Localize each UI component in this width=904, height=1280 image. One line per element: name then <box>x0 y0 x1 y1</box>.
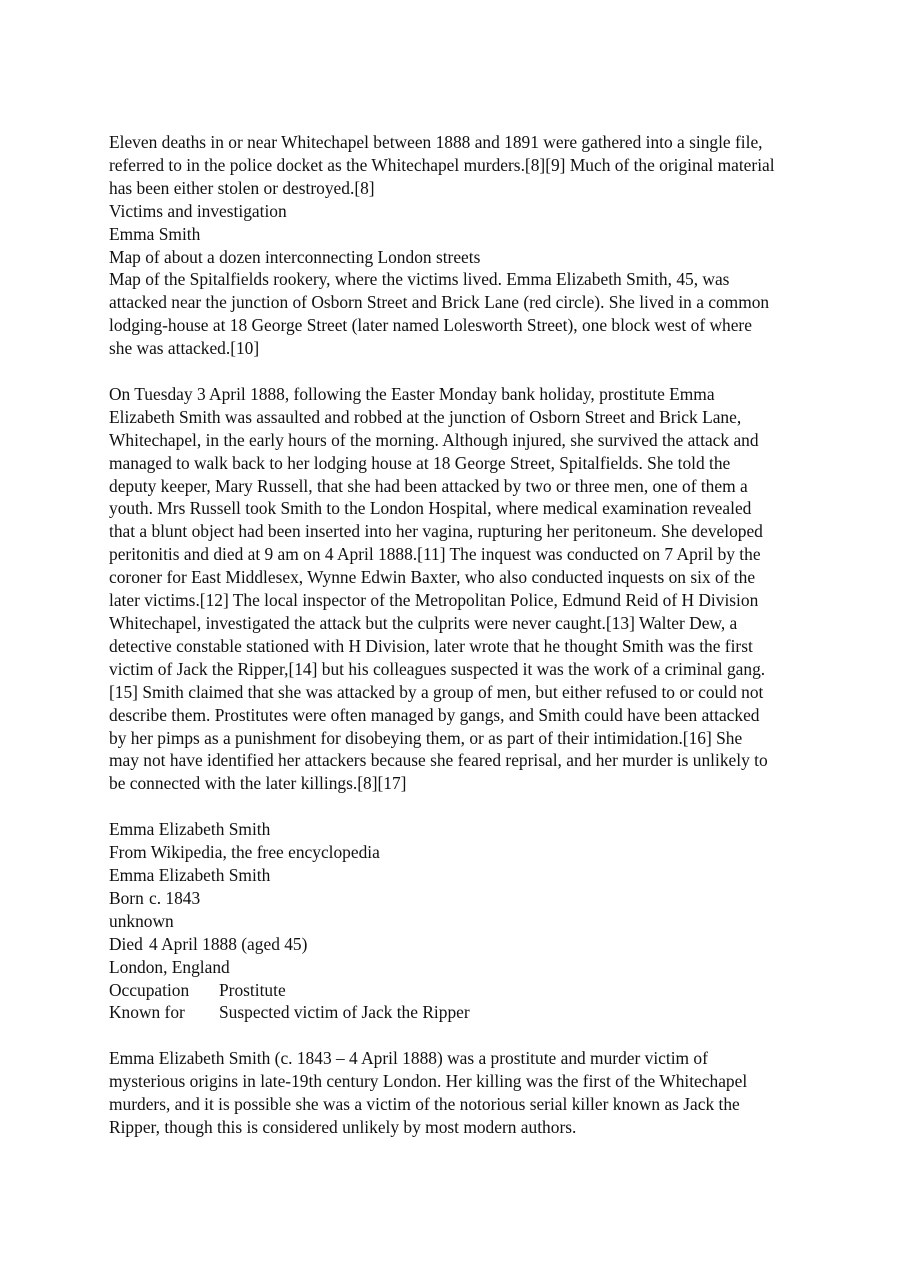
intro-line: referred to in the police docket as the Whitechapel murders.[8][9] Much of the original material <box>109 154 775 175</box>
caption-line: Map of the Spitalfields rookery, where the victims lived. Emma Elizabeth Smith, 45, was <box>109 269 730 290</box>
body-line: youth. Mrs Russell took Smith to the London Hospital, where medical examination revealed <box>109 498 752 519</box>
section-heading: Victims and investigation <box>109 200 287 221</box>
infobox-died-row <box>109 933 809 956</box>
occupation-value: Prostitute <box>219 979 286 1000</box>
article-tagline: From Wikipedia, the free encyclopedia <box>109 842 380 863</box>
article-title: Emma Elizabeth Smith <box>109 819 271 840</box>
body-line: by her pimps as a punishment for disobeying them, or as part of their intimidation.[16] She <box>109 727 743 748</box>
body-line: describe them. Prostitutes were often managed by gangs, and Smith could have been attacked <box>109 704 760 725</box>
infobox-occupation-row <box>109 979 809 1002</box>
infobox-born-row <box>109 887 809 910</box>
known-for-label: Known for <box>109 1002 185 1023</box>
map-caption <box>109 268 809 360</box>
died-place: London, England <box>109 956 230 977</box>
body-line: On Tuesday 3 April 1888, following the Easter Monday bank holiday, prostitute Emma <box>109 383 715 404</box>
died-value: 4 April 1888 (aged 45) <box>149 933 308 954</box>
summary-paragraph <box>109 1047 809 1139</box>
infobox-name: Emma Elizabeth Smith <box>109 864 271 885</box>
body-line: Elizabeth Smith was assaulted and robbed at the junction of Osborn Street and Brick Lane, <box>109 406 742 427</box>
caption-line: she was attacked.[10] <box>109 338 260 359</box>
intro-line: has been either stolen or destroyed.[8] <box>109 177 375 198</box>
caption-line: attacked near the junction of Osborn Street and Brick Lane (red circle). She lived in a common <box>109 292 770 313</box>
known-for-value: Suspected victim of Jack the Ripper <box>219 1002 470 1023</box>
summary-line: Ripper, though this is considered unlikely by most modern authors. <box>109 1116 577 1137</box>
body-line: victim of Jack the Ripper,[14] but his colleagues suspected it was the work of a criminal gang. <box>109 658 766 679</box>
map-alt-text: Map of about a dozen interconnecting London streets <box>109 246 481 267</box>
body-line: Whitechapel, in the early hours of the morning. Although injured, she survived the attack and <box>109 429 759 450</box>
body-line: peritonitis and died at 9 am on 4 April 1888.[11] The inquest was conducted on 7 April by the <box>109 544 761 565</box>
body-line: managed to walk back to her lodging house at 18 George Street, Spitalfields. She told the <box>109 452 731 473</box>
body-line: later victims.[12] The local inspector of the Metropolitan Police, Edmund Reid of H Division <box>109 590 759 611</box>
body-line: that a blunt object had been inserted into her vagina, rupturing her peritoneum. She developed <box>109 521 763 542</box>
body-line: coroner for East Middlesex, Wynne Edwin Baxter, who also conducted inquests on six of the <box>109 567 756 588</box>
body-line: may not have identified her attackers because she feared reprisal, and her murder is unlikely to <box>109 750 768 771</box>
born-value: c. 1843 <box>149 887 201 908</box>
body-line: detective constable stationed with H Division, later wrote that he thought Smith was the first <box>109 635 753 656</box>
paragraph-gap <box>109 1024 809 1047</box>
intro-paragraph <box>109 131 809 200</box>
died-label: Died <box>109 933 143 954</box>
summary-line: mysterious origins in late-19th century London. Her killing was the first of the Whitechapel <box>109 1071 748 1092</box>
summary-line: Emma Elizabeth Smith (c. 1843 – 4 April 1888) was a prostitute and murder victim of <box>109 1048 708 1069</box>
body-line: [15] Smith claimed that she was attacked by a group of men, but either refused to or could not <box>109 681 764 702</box>
paragraph-gap <box>109 795 809 818</box>
document-page <box>109 131 809 1139</box>
summary-line: murders, and it is possible she was a victim of the notorious serial killer known as Jack the <box>109 1094 740 1115</box>
body-paragraph <box>109 383 809 795</box>
paragraph-gap <box>109 360 809 383</box>
body-line: be connected with the later killings.[8][17] <box>109 773 407 794</box>
body-line: Whitechapel, investigated the attack but the culprits were never caught.[13] Walter Dew, a <box>109 613 738 634</box>
caption-line: lodging-house at 18 George Street (later named Lolesworth Street), one block west of where <box>109 315 752 336</box>
subsection-heading: Emma Smith <box>109 223 201 244</box>
born-label: Born <box>109 887 144 908</box>
occupation-label: Occupation <box>109 979 190 1000</box>
body-line: deputy keeper, Mary Russell, that she had been attacked by two or three men, one of them a <box>109 475 748 496</box>
infobox <box>109 818 809 1024</box>
intro-line: Eleven deaths in or near Whitechapel between 1888 and 1891 were gathered into a single file, <box>109 132 763 152</box>
infobox-known-for-row <box>109 1001 809 1024</box>
born-place: unknown <box>109 910 174 931</box>
